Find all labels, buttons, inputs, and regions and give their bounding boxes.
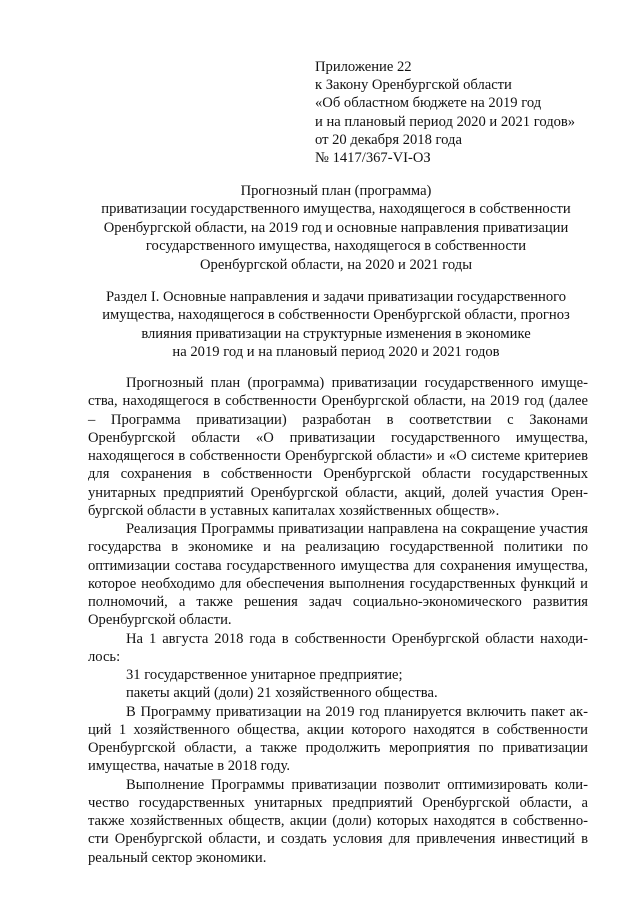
document-title [76, 182, 596, 274]
title-line: приватизации государственного имущества, находящегося в собственности [101, 201, 571, 218]
list-item-share-packages: пакеты акций (доли) 21 хозяйственного общества. [126, 685, 438, 702]
title-line: государственного имущества, находящегося в собственности [145, 238, 527, 255]
appendix-line: от 20 декабря 2018 года [315, 131, 462, 148]
section-heading-line: влияния приватизации на структурные изменения в экономике [141, 325, 531, 342]
list-item-unitary-enterprises: 31 государственное унитарное предприятие; [126, 667, 403, 683]
section-heading-line: Раздел I. Основные направления и задачи приватизации государственного [105, 289, 567, 305]
section-heading [76, 288, 596, 362]
section-heading-line: имущества, находящегося в собственности Оренбургской области, прогноз [102, 307, 570, 324]
section-heading-line: на 2019 год и на плановый период 2020 и 2021 годов [172, 344, 500, 361]
appendix-note [315, 58, 615, 167]
paragraph-property-status: На 1 августа 2018 года в собственности Оренбургской области находилось: [88, 630, 588, 665]
appendix-line: и на плановый период 2020 и 2021 годов» [315, 113, 576, 130]
title-line: Оренбургской области, на 2019 год и основные направления приватизации [103, 219, 569, 236]
body-text [88, 374, 588, 867]
appendix-line: № 1417/367-VI-ОЗ [315, 150, 431, 167]
paragraph-program-basis: Прогнозный план (программа) приватизации государственного имущества, находящегося в собственности Оренбургской области, на 2019 год (далее – Программа приватизации) разработан в соответствии с Законами Оренбургской области «О приватизации государственного имущества, находящегося в собственности Оренбургской области» и «О системе критериев для сохранения в собственности Оренбургской области государственных унитарных предприятий Оренбургской области, акций, долей участия Оренбургской области в уставных капиталах хозяйственных обществ». [88, 375, 588, 519]
appendix-line: «Об областном бюджете на 2019 год [315, 95, 542, 112]
appendix-line: Приложение 22 [315, 59, 412, 75]
title-line: Оренбургской области, на 2020 и 2021 годы [199, 256, 473, 273]
appendix-line: к Закону Оренбургской области [315, 77, 512, 94]
paragraph-2019-plan: В Программу приватизации на 2019 год планируется включить пакет акций 1 хозяйственного общества, акции которого находятся в собственности Оренбургской области, а также продолжить мероприятия по приватизации имущества, начатые в 2018 году. [88, 703, 588, 775]
title-line: Прогнозный план (программа) [240, 183, 432, 199]
paragraph-program-goals: Реализация Программы приватизации направлена на сокращение участия государства в экономике и на реализацию государственной политики по оптимизации состава государственного имущества для сохранения имущества, которое необходимо для обеспечения выполнения государственных функций и полномочий, а также решения задач социально-экономического развития Оренбургской области. [88, 521, 588, 629]
paragraph-program-outcome: Выполнение Программы приватизации позволит оптимизировать количество государственных унитарных предприятий Оренбургской области, а также хозяйственных обществ, акции (доли) которых находятся в собственности Оренбургской области, и создать условия для привлечения инвестиций в реальный сектор экономики. [88, 776, 588, 866]
